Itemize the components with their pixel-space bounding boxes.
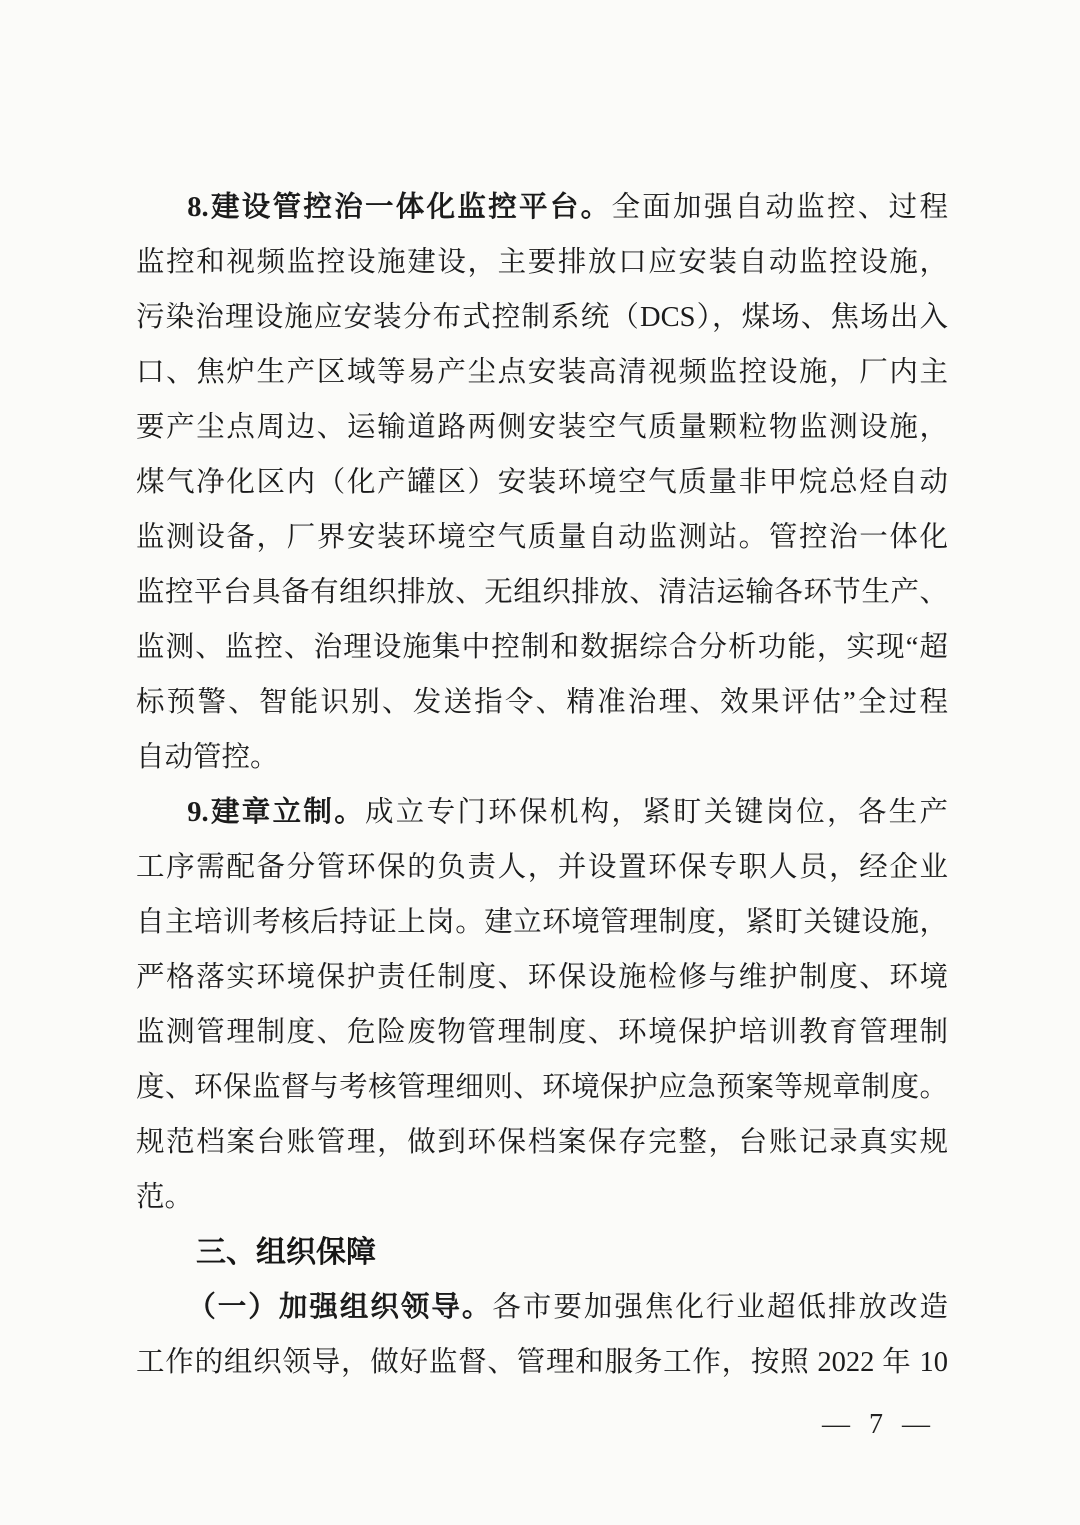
- para-10-text: 各市要加强焦化行业超低排放改造: [492, 1292, 948, 1323]
- para-8-line: 监控平台具备有组织排放、无组织排放、清洁运输各环节生产、: [136, 577, 948, 608]
- para-9-line: 工序需配备分管环保的负责人，并设置环保专职人员，经企业: [136, 852, 948, 883]
- para-10-line: [136, 1280, 948, 1335]
- para-8-text: 全面加强自动监控、过程: [611, 192, 948, 223]
- para-9-text: 成立专门环保机构，紧盯关键岗位，各生产: [365, 797, 948, 828]
- para-10-line: 工作的组织领导，做好监督、管理和服务工作，按照 2022 年 10: [136, 1347, 948, 1378]
- para-8-line: 监测设备，厂界安装环境空气质量自动监测站。管控治一体化: [136, 522, 948, 553]
- para-8-line: 煤气净化区内（化产罐区）安装环境空气质量非甲烷总烃自动: [136, 467, 948, 498]
- para-9-line: 规范档案台账管理，做到环保档案保存完整，台账记录真实规: [136, 1127, 948, 1158]
- para-9-line: [136, 785, 948, 840]
- para-9-line: 监测管理制度、危险废物管理制度、环境保护培训教育管理制: [136, 1017, 948, 1048]
- para-9-line: 度、环保监督与考核管理细则、环境保护应急预案等规章制度。: [136, 1072, 948, 1103]
- para-10-lead: （一）加强组织领导。: [187, 1292, 493, 1323]
- para-8-line: 要产尘点周边、运输道路两侧安装空气质量颗粒物监测设施，: [136, 412, 948, 443]
- para-8-line: 监控和视频监控设施建设，主要排放口应安装自动监控设施，: [136, 247, 948, 278]
- para-9-line: 范。: [136, 1182, 194, 1213]
- para-9-line: 严格落实环境保护责任制度、环保设施检修与维护制度、环境: [136, 962, 948, 993]
- para-8-line: [136, 180, 948, 235]
- para-8-line: 污染治理设施应安装分布式控制系统（DCS），煤场、焦场出入: [136, 302, 948, 333]
- para-9-line: 自主培训考核后持证上岗。建立环境管理制度，紧盯关键设施，: [136, 907, 948, 938]
- document-body: [136, 180, 948, 1390]
- para-8-lead: 8.建设管控治一体化监控平台。: [187, 192, 612, 223]
- para-8-line: 自动管控。: [136, 742, 279, 773]
- page-number: — 7 —: [822, 1409, 930, 1440]
- section-heading: 三、组织保障: [196, 1236, 376, 1269]
- para-8-line: 标预警、智能识别、发送指令、精准治理、效果评估”全过程: [136, 687, 948, 718]
- para-8-line: 口、焦炉生产区域等易产尘点安装高清视频监控设施，厂内主: [136, 357, 948, 388]
- para-8-line: 监测、监控、治理设施集中控制和数据综合分析功能，实现“超: [136, 632, 948, 663]
- para-9-lead: 9.建章立制。: [187, 797, 365, 828]
